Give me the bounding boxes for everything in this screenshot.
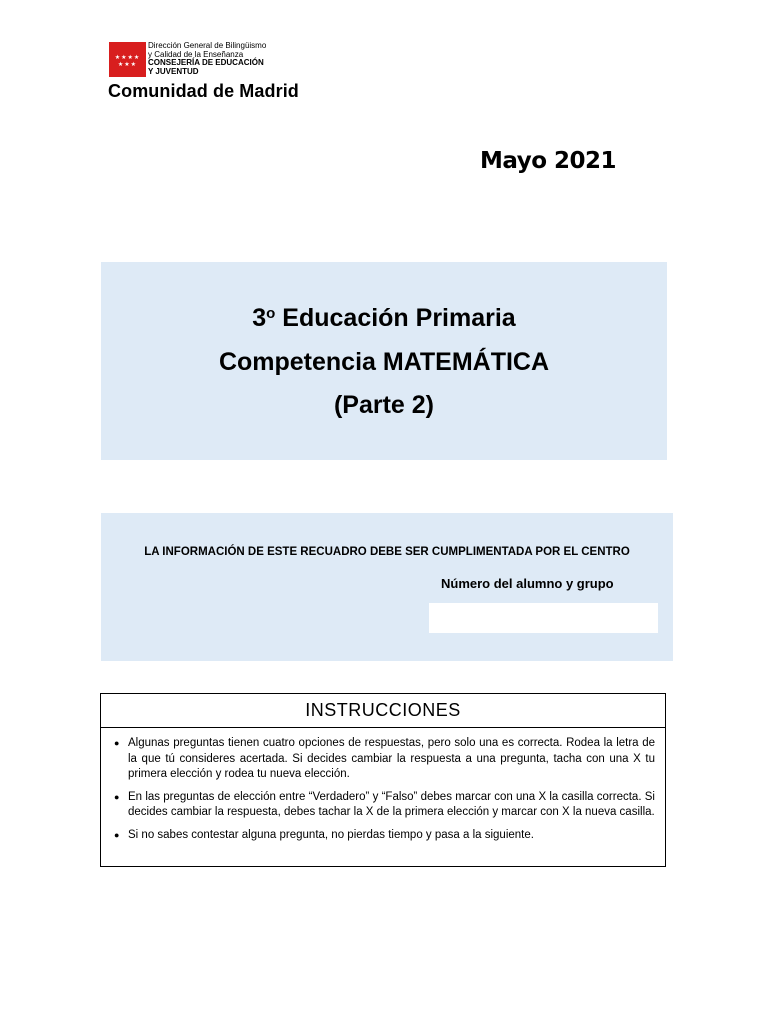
instruction-item bbox=[113, 736, 655, 783]
part-title: (Parte 2) bbox=[333, 391, 435, 419]
logo-text bbox=[148, 42, 348, 76]
logo-line-1: Dirección General de Bilingüismo bbox=[148, 41, 267, 50]
instruction-text: Algunas preguntas tienen cuatro opciones de respuestas, pero solo una es correcta. Rodea la letra de la que tú consideres acertada. Si decides cambiar la respuesta a una pregunta, tacha con una X tu primera elección y rodea tu nueva elección. bbox=[128, 737, 655, 780]
bullet-icon: ● bbox=[114, 791, 120, 802]
grade-title bbox=[101, 304, 667, 333]
grade-rest: Educación Primaria bbox=[275, 304, 516, 332]
student-number-label: Número del alumno y grupo bbox=[441, 576, 614, 591]
instructions-list bbox=[101, 728, 665, 843]
school-info-box bbox=[101, 513, 673, 661]
instruction-text: En las preguntas de elección entre “Verdadero” y “Falso” debes marcar con una X la casilla correcta. Si decides cambiar la respuesta, debes tachar la X de la primera elección y marcar con X la nueva casilla. bbox=[128, 790, 655, 818]
instructions-box bbox=[100, 693, 666, 867]
subject-title: Competencia MATEMÁTICA bbox=[218, 348, 550, 376]
logo-stars: ★★★★ ★★★ bbox=[114, 54, 141, 68]
grade-number: 3 bbox=[252, 304, 267, 332]
title-box bbox=[101, 262, 667, 460]
bullet-icon: ● bbox=[114, 738, 120, 748]
instruction-text: Si no sabes contestar alguna pregunta, no pierdas tiempo y pasa a la siguiente. bbox=[128, 828, 534, 841]
student-number-field[interactable] bbox=[429, 603, 658, 633]
madrid-flag-logo bbox=[109, 42, 146, 77]
bullet-icon: ● bbox=[114, 829, 120, 840]
logo-line-2: y Calidad de la Enseñanza bbox=[148, 49, 244, 59]
instruction-item bbox=[113, 828, 655, 844]
exam-date: Mayo 2021 bbox=[480, 148, 617, 174]
grade-ordinal: o bbox=[266, 305, 276, 322]
logo-line-4: Y JUVENTUD bbox=[148, 66, 199, 76]
organization-name: Comunidad de Madrid bbox=[108, 81, 299, 101]
logo-line-3: CONSEJERÍA DE EDUCACIÓN bbox=[148, 58, 264, 68]
instruction-item bbox=[113, 790, 655, 821]
instructions-title: INSTRUCCIONES bbox=[101, 694, 665, 728]
info-heading: LA INFORMACIÓN DE ESTE RECUADRO DEBE SER CUMPLIMENTADA POR EL CENTRO bbox=[144, 546, 630, 558]
